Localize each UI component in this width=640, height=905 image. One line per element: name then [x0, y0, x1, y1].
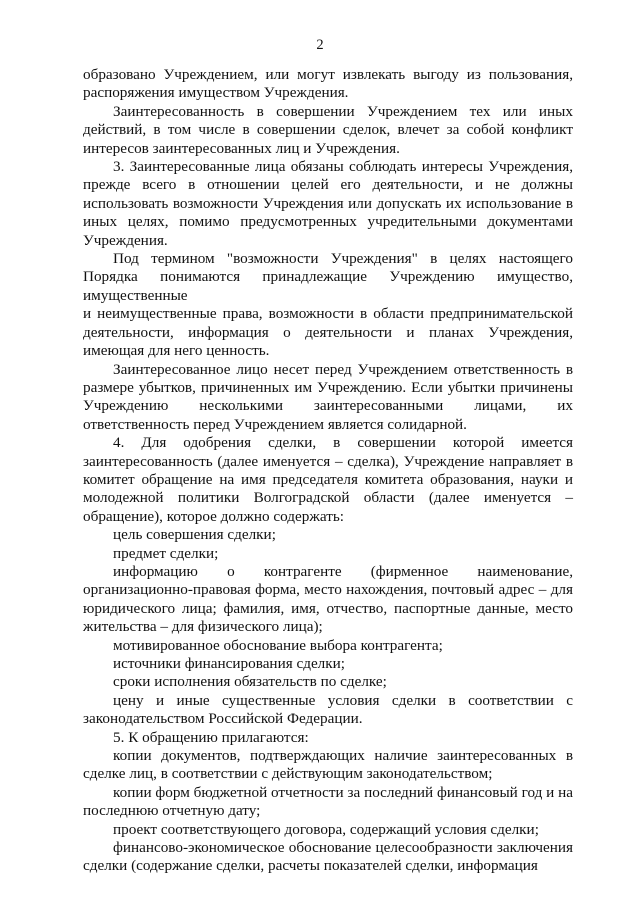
paragraph: Под термином "возможности Учреждения" в целях настоящего Порядка понимаются принадлежащие Учреждению имущество, имущественные — [83, 250, 573, 304]
paragraph: образовано Учреждением, или могут извлекать выгоду из пользования, распоряжения имуществом Учреждения. — [83, 66, 573, 102]
paragraph: Заинтересованность в совершении Учреждением тех или иных действий, в том числе в совершении сделок, влечет за собой конфликт интересов заинтересованных лиц и Учреждения. — [83, 102, 573, 157]
paragraph: мотивированное обоснование выбора контрагента; — [113, 636, 443, 654]
document-body — [83, 66, 573, 876]
paragraph: цель совершения сделки; — [113, 526, 276, 544]
paragraph: и неимущественные права, возможности в области предпринимательской деятельности, информация о деятельности и планах Учреждения, имеющая для него ценность. — [83, 305, 573, 360]
paragraph: 5. К обращению прилагаются: — [113, 728, 309, 746]
paragraph: копии документов, подтверждающих наличие заинтересованных в сделке лиц, в соответствии с действующим законодательством; — [83, 747, 573, 783]
page-number: 2 — [316, 37, 324, 53]
paragraph: Заинтересованное лицо несет перед Учреждением ответственность в размере убытков, причиненных им Учреждению. Если убытки причинены Учреждению несколькими заинтересованными лицами, их ответственность перед Учреждением является солидарной. — [83, 360, 573, 433]
paragraph: копии форм бюджетной отчетности за последний финансовый год и на последнюю отчетную дату; — [83, 783, 573, 820]
paragraph: информацию о контрагенте (фирменное наименование, организационно-правовая форма, место нахождения, почтовый адрес – для юридического лица; фамилия, имя, отчество, паспортные данные, место жительства – для физического лица); — [83, 562, 573, 636]
paragraph: финансово-экономическое обоснование целесообразности заключения сделки (содержание сделки, расчеты показателей сделки, информация — [83, 839, 573, 875]
paragraph: сроки исполнения обязательств по сделке; — [113, 673, 387, 691]
paragraph: проект соответствующего договора, содержащий условия сделки; — [113, 820, 539, 838]
paragraph: предмет сделки; — [113, 544, 219, 562]
paragraph: цену и иные существенные условия сделки в соответствии с законодательством Российской Федерации. — [83, 691, 573, 728]
paragraph: 4. Для одобрения сделки, в совершении которой имеется заинтересованность (далее именуется – сделка), Учреждение направляет в комитет обращение на имя председателя комитета образования, науки и молодежной политики Волгоградской области (далее именуется – обращение), которое должно содержать: — [83, 434, 573, 525]
paragraph: источники финансирования сделки; — [113, 655, 345, 672]
paragraph: 3. Заинтересованные лица обязаны соблюдать интересы Учреждения, прежде всего в отношении целей его деятельности, и не должны использовать возможности Учреждения или допускать их использование в иных целях, помимо предусмотренных учредительными документами Учреждения. — [83, 158, 573, 249]
